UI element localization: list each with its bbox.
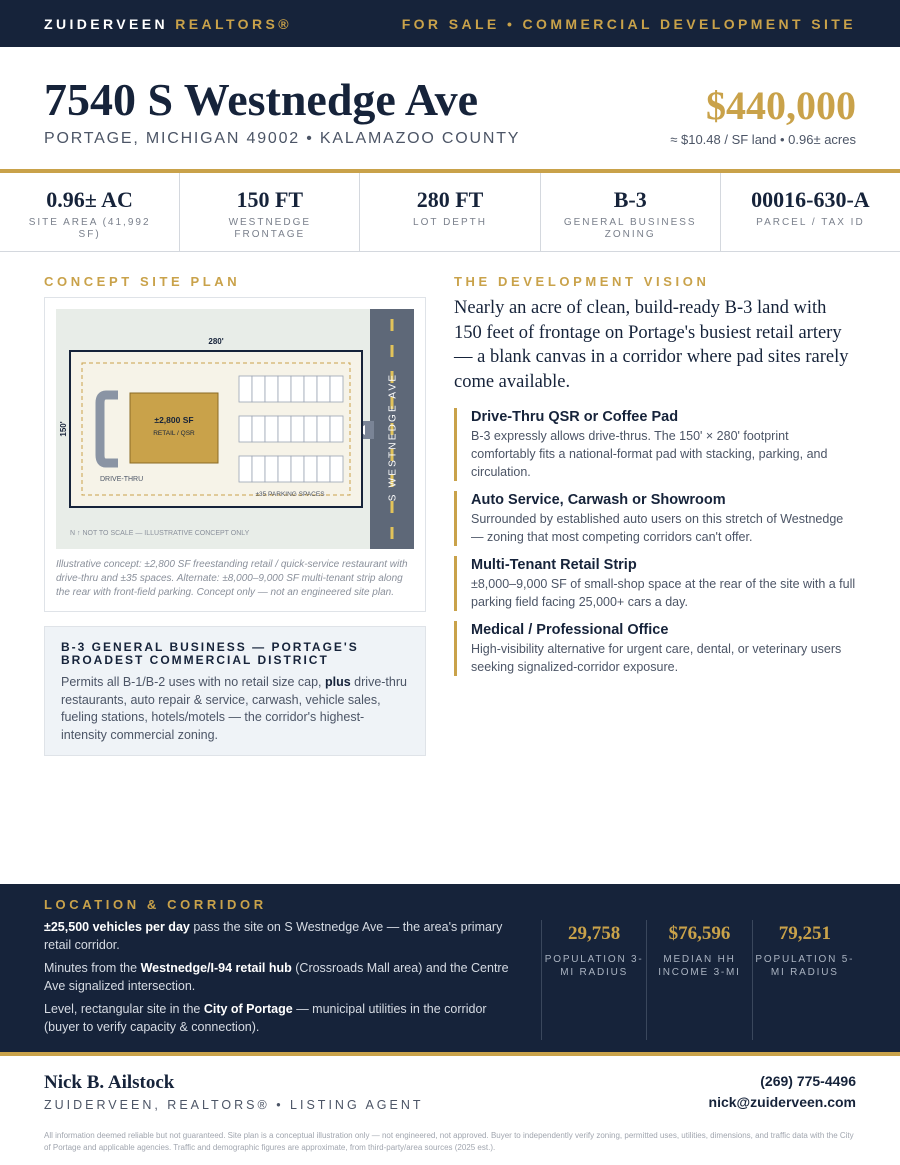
zoning-text-start: Permits all B-1/B-2 uses with no retail size cap, xyxy=(61,675,325,689)
demographic-value: $76,596 xyxy=(668,923,731,944)
demographic-value: 29,758 xyxy=(568,923,621,944)
utilities-text-start: Level, rectangular site in the xyxy=(44,1002,204,1016)
use-title: Multi-Tenant Retail Strip xyxy=(471,557,637,573)
zoning-description xyxy=(61,674,409,744)
parking-stall xyxy=(252,416,265,442)
stat-site-area xyxy=(0,173,180,251)
use-text: Surrounded by established auto users on this stretch of Westnedge — zoning that most competing corridors can't offer. xyxy=(471,512,844,544)
demographic-value: 79,251 xyxy=(778,923,831,944)
parking-stall xyxy=(304,456,317,482)
use-title: Drive-Thru QSR or Coffee Pad xyxy=(471,409,679,425)
agent-role: ZUIDERVEEN, REALTORS® • LISTING AGENT xyxy=(44,1098,424,1112)
demographic-item xyxy=(541,920,646,1040)
stat-value: 280 FT xyxy=(416,187,484,212)
location-section xyxy=(0,884,900,1052)
parking-stall xyxy=(330,456,343,482)
parking-stall xyxy=(330,416,343,442)
stat-zoning xyxy=(541,173,721,251)
utilities-paragraph xyxy=(44,1001,514,1036)
use-title: Medical / Professional Office xyxy=(471,622,669,638)
demographics xyxy=(541,920,857,1040)
parking-stall xyxy=(304,416,317,442)
proximity-text-start: Minutes from the xyxy=(44,961,141,975)
building-footprint xyxy=(130,393,218,463)
parking-stall xyxy=(239,416,252,442)
use-title: Auto Service, Carwash or Showroom xyxy=(471,492,726,508)
demographic-label: MEDIAN HH INCOME 3-MI xyxy=(658,954,741,978)
stat-label: GENERAL BUSINESS ZONING xyxy=(563,217,697,240)
drive-thru-label: DRIVE-THRU xyxy=(100,476,144,483)
building-use: RETAIL / QSR xyxy=(153,430,195,437)
city-name: City of Portage xyxy=(203,1002,293,1016)
parking-stall xyxy=(278,376,291,402)
parking-stall xyxy=(317,376,330,402)
property-address: 7540 S Westnedge Ave xyxy=(44,74,479,125)
parking-stall xyxy=(278,416,291,442)
stat-label: LOT DEPTH xyxy=(413,217,487,228)
parking-stall xyxy=(291,456,304,482)
parking-stall xyxy=(330,376,343,402)
use-text: ±8,000–9,000 SF of small-shop space at the rear of the site with a full parking field facing 25,000+ cars a day. xyxy=(471,577,856,609)
stat-value: 0.96± AC xyxy=(46,187,133,212)
zoning-title: B-3 GENERAL BUSINESS — PORTAGE'S BROADEST COMMERCIAL DISTRICT xyxy=(61,640,359,667)
property-location: PORTAGE, MICHIGAN 49002 • KALAMAZOO COUNTY xyxy=(44,130,521,147)
parking-stall xyxy=(291,416,304,442)
demographic-label: POPULATION 3-MI RADIUS xyxy=(544,954,644,978)
parking-stall xyxy=(304,376,317,402)
stat-label: PARCEL / TAX ID xyxy=(756,217,865,228)
agent-phone[interactable]: (269) 775-4496 xyxy=(760,1073,856,1089)
building-size: ±2,800 SF xyxy=(154,415,194,425)
asking-price: $440,000 xyxy=(706,83,856,128)
parking-label: ±35 PARKING SPACES xyxy=(255,491,325,498)
zoning-callout xyxy=(44,626,426,756)
brand xyxy=(44,16,292,32)
use-text: B-3 expressly allows drive-thrus. The 150' × 280' footprint comfortably fits a national-format pad with stacking, parking, and circulation. xyxy=(471,429,828,479)
parking-stall xyxy=(252,456,265,482)
scale-note: N ↑ NOT TO SCALE — ILLUSTRATIVE CONCEPT ONLY xyxy=(70,530,250,537)
brand-suffix: REALTORS® xyxy=(175,15,292,32)
demographic-label: POPULATION 5-MI RADIUS xyxy=(755,954,855,978)
top-bar xyxy=(0,0,900,47)
agent-name: Nick B. Ailstock xyxy=(44,1072,175,1093)
zoning-text-end: drive-thru restaurants, auto repair & service, carwash, vehicle sales, fueling stations, hotels/motels — the corridor's highest-intensity commercial zoning. xyxy=(61,675,407,742)
parking-stall xyxy=(265,376,278,402)
use-item xyxy=(454,491,856,546)
site-plan-caption: Illustrative concept: ±2,800 SF freestanding retail / quick-service restaurant with drive-thru and ±35 spaces. Alternate: ±8,000–9,000 SF multi-tenant strip along the rear with front-field parking. Concept only — not an engineered site plan. xyxy=(56,559,408,598)
site-plan-heading: CONCEPT SITE PLAN xyxy=(44,274,241,289)
listing-tagline: FOR SALE • COMMERCIAL DEVELOPMENT SITE xyxy=(401,15,856,32)
stat-frontage xyxy=(180,173,360,251)
vision-lead: Nearly an acre of clean, build-ready B-3 land with 150 feet of frontage on Portage's busiest retail artery — a blank canvas in a corridor where pad sites rarely come available. xyxy=(454,298,849,392)
key-stats xyxy=(0,173,900,252)
price-detail: ≈ $10.48 / SF land • 0.96± acres xyxy=(670,132,856,147)
site-plan-diagram xyxy=(56,309,414,549)
parking-stalls xyxy=(239,376,343,482)
use-item xyxy=(454,408,856,481)
location-heading: LOCATION & CORRIDOR xyxy=(44,897,267,912)
zoning-text-bold: plus xyxy=(325,675,351,689)
proximity-paragraph xyxy=(44,960,514,995)
property-header xyxy=(44,72,856,162)
disclaimer: All information deemed reliable but not guaranteed. Site plan is a conceptual illustration only — not engineered, not approved. Buyer to independently verify zoning, permitted uses, utilities, dimensions, and traffic data with the City of Portage and applicable agencies. Traffic and demographic figures are approximate, from third-party/area sources (2025 est.). xyxy=(44,1131,854,1152)
parking-stall xyxy=(265,456,278,482)
parking-stall xyxy=(265,416,278,442)
parking-stall xyxy=(317,456,330,482)
traffic-text: pass the site on S Westnedge Ave — the area's primary retail corridor. xyxy=(44,920,503,952)
stat-label: SITE AREA (41,992 SF) xyxy=(28,217,151,240)
parking-stall xyxy=(291,376,304,402)
parking-stall xyxy=(252,376,265,402)
proximity-text-end: (Crossroads Mall area) and the Centre Ave signalized intersection. xyxy=(44,961,509,993)
stat-value: 150 FT xyxy=(236,187,304,212)
parking-stall xyxy=(239,456,252,482)
stat-parcel xyxy=(721,173,900,251)
parking-stall xyxy=(317,416,330,442)
stat-label: WESTNEDGE FRONTAGE xyxy=(228,217,312,240)
stat-depth xyxy=(360,173,540,251)
depth-dimension: 150' xyxy=(59,421,68,437)
demographic-item xyxy=(646,920,751,1040)
parking-stall xyxy=(239,376,252,402)
location-details xyxy=(44,919,514,1042)
traffic-count: ±25,500 vehicles per day xyxy=(44,920,190,934)
brand-name: ZUIDERVEEN xyxy=(44,15,168,32)
stat-value: 00016-630-A xyxy=(751,187,870,212)
use-text: High-visibility alternative for urgent care, dental, or veterinary users seeking signalized-corridor exposure. xyxy=(471,642,842,674)
stat-value: B-3 xyxy=(613,187,647,212)
use-item xyxy=(454,556,856,611)
parking-stall xyxy=(278,456,291,482)
use-options xyxy=(454,408,856,686)
vision-heading: THE DEVELOPMENT VISION xyxy=(454,274,710,289)
agent-email[interactable]: nick@zuiderveen.com xyxy=(708,1094,856,1110)
demographic-item xyxy=(752,920,857,1040)
street-label: S WESTNEDGE AVE xyxy=(387,372,399,502)
site-plan-card xyxy=(44,297,426,612)
utilities-text-end: — municipal utilities in the corridor (buyer to verify capacity & connection). xyxy=(44,1002,487,1034)
retail-hub: Westnedge/I-94 retail hub xyxy=(140,961,292,975)
width-dimension: 280' xyxy=(208,337,224,346)
footer-gold-divider xyxy=(0,1052,900,1056)
traffic-paragraph xyxy=(44,919,514,954)
use-item xyxy=(454,621,856,676)
